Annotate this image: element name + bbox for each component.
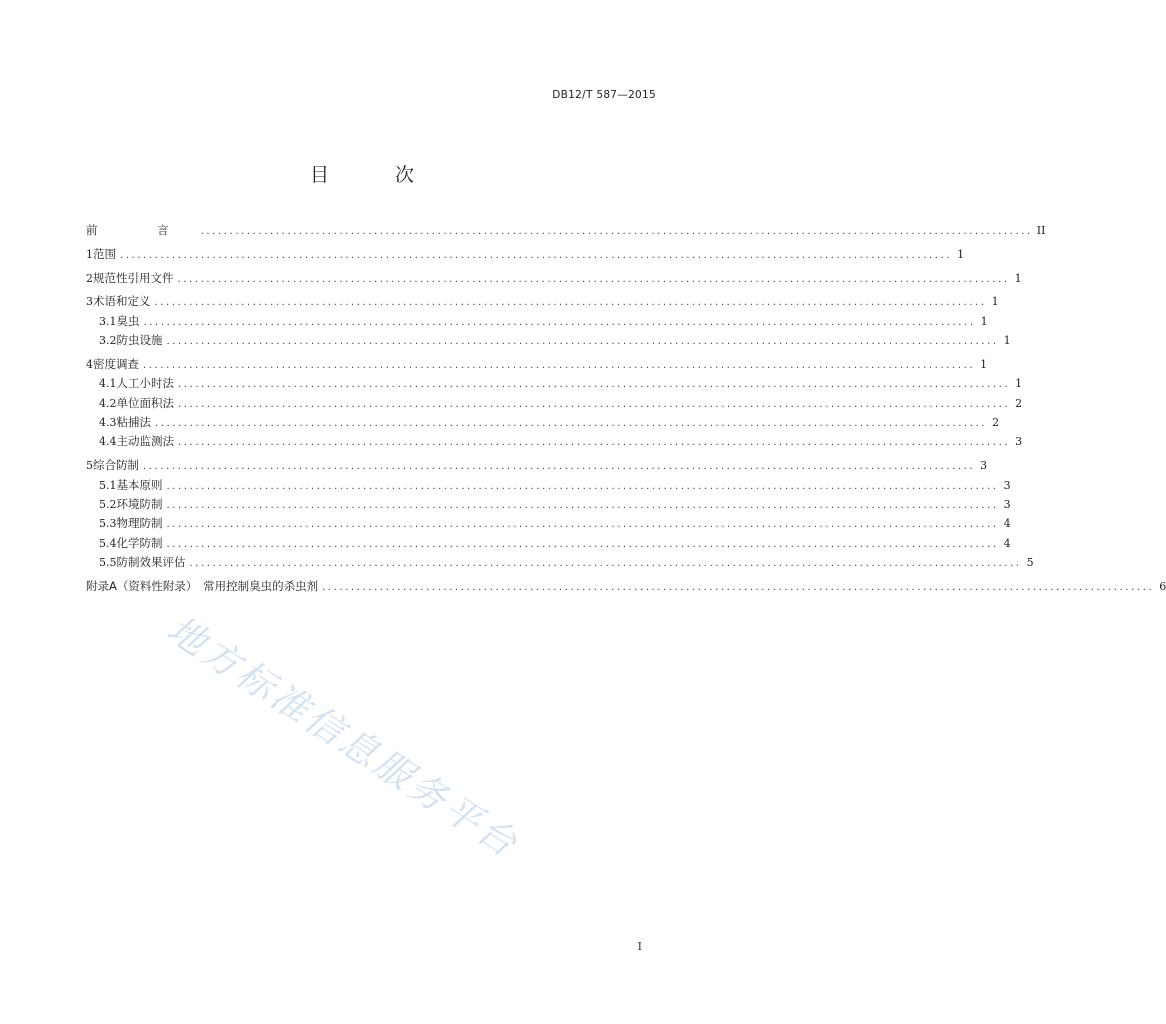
toc-page: 2 — [1015, 396, 1023, 410]
toc-row[interactable] — [86, 269, 1022, 288]
toc-label: 基本原则 — [116, 477, 163, 492]
toc-page: 1 — [1015, 377, 1023, 391]
toc-number: 5.5 — [99, 556, 117, 570]
dot-leader: ................................................................................................................................................ — [322, 581, 1155, 593]
document-code: DB12/T 587—2015 — [552, 89, 656, 101]
toc-page: 1 — [980, 314, 988, 328]
toc-row[interactable] — [86, 495, 1011, 514]
toc-title: 目 次 — [309, 164, 445, 186]
toc-number: 4 — [86, 357, 93, 371]
table-of-contents — [86, 221, 1166, 596]
toc-page: 3 — [1003, 478, 1011, 492]
toc-page: 5 — [1026, 556, 1034, 570]
dot-leader: ................................................................................................................................................ — [155, 418, 988, 430]
toc-number: 4.4 — [99, 435, 117, 449]
toc-page: 3 — [980, 459, 988, 473]
toc-label: 密度调查 — [93, 356, 139, 371]
toc-label: 防虫设施 — [116, 333, 163, 348]
toc-page: 6 — [1159, 579, 1166, 593]
toc-number: 4.2 — [99, 396, 117, 410]
toc-row[interactable] — [86, 245, 965, 264]
watermark: 地方标准信息服务平台 — [159, 607, 527, 867]
toc-page: 1 — [957, 247, 965, 261]
toc-label: 前 言 — [86, 223, 197, 237]
toc-label: 环境防制 — [116, 497, 163, 512]
toc-label: 综合防制 — [93, 458, 139, 473]
toc-label: 人工小时法 — [116, 376, 174, 391]
toc-row[interactable] — [86, 514, 1011, 533]
toc-number: 5.3 — [99, 517, 117, 531]
toc-label: 术语和定义 — [93, 294, 151, 309]
toc-label: 主动监测法 — [116, 434, 174, 449]
dot-leader: ................................................................................................................................................ — [143, 359, 976, 371]
toc-page: 1 — [980, 357, 988, 371]
toc-number: 3.2 — [99, 334, 117, 348]
dot-leader: ................................................................................................................................................ — [154, 297, 987, 309]
toc-label: 范围 — [93, 246, 116, 261]
toc-number: 2 — [86, 271, 93, 285]
toc-number: 5.2 — [99, 498, 117, 512]
toc-number: 3 — [86, 295, 93, 309]
toc-label: 规范性引用文件 — [93, 270, 174, 285]
toc-row[interactable] — [86, 534, 1011, 553]
dot-leader: ................................................................................................................................................ — [120, 249, 953, 261]
toc-row[interactable] — [86, 312, 988, 331]
toc-page: 4 — [1003, 517, 1011, 531]
toc-label: 附录A（资料性附录） 常用控制臭虫的杀虫剂 — [86, 578, 319, 593]
toc-number: 1 — [86, 247, 93, 261]
toc-row[interactable] — [86, 577, 1166, 596]
dot-leader: ................................................................................................................................................ — [143, 316, 976, 328]
toc-row[interactable] — [86, 553, 1034, 572]
toc-label: 粘捕法 — [116, 415, 151, 430]
toc-row[interactable] — [86, 476, 1011, 495]
toc-number: 4.1 — [99, 377, 117, 391]
toc-page: 1 — [991, 295, 999, 309]
toc-label: 单位面积法 — [116, 395, 174, 410]
toc-number: 5.1 — [99, 478, 117, 492]
toc-row[interactable] — [86, 292, 999, 311]
toc-number: 3.1 — [99, 314, 117, 328]
toc-page: 1 — [1014, 271, 1022, 285]
dot-leader: ................................................................................................................................................ — [166, 500, 999, 512]
dot-leader: ................................................................................................................................................ — [178, 398, 1011, 410]
page-number: I — [637, 940, 642, 953]
toc-row[interactable] — [86, 394, 1023, 413]
dot-leader: ................................................................................................................................................ — [177, 273, 1010, 285]
dot-leader: ................................................................................................................................................ — [189, 558, 1022, 570]
dot-leader: ................................................................................................................................................ — [178, 437, 1011, 449]
toc-row[interactable] — [86, 221, 1046, 240]
toc-page: 3 — [1015, 435, 1023, 449]
toc-row[interactable] — [86, 432, 1023, 451]
dot-leader: ................................................................................................................................................ — [143, 461, 976, 473]
dot-leader: ................................................................................................................................................ — [166, 336, 999, 348]
toc-number: 5.4 — [99, 536, 117, 550]
toc-page: 2 — [992, 416, 1000, 430]
toc-number: 4.3 — [99, 416, 117, 430]
toc-row[interactable] — [86, 413, 1000, 432]
toc-number: 5 — [86, 459, 93, 473]
dot-leader: ................................................................................................................................................ — [200, 226, 1033, 237]
dot-leader: ................................................................................................................................................ — [166, 519, 999, 531]
toc-row[interactable] — [86, 331, 1011, 350]
toc-label: 物理防制 — [116, 516, 163, 531]
toc-page: 3 — [1003, 498, 1011, 512]
toc-row[interactable] — [86, 355, 988, 374]
toc-page: II — [1036, 224, 1046, 237]
dot-leader: ................................................................................................................................................ — [166, 480, 999, 492]
toc-row[interactable] — [86, 374, 1023, 393]
toc-label: 防制效果评估 — [116, 555, 186, 570]
dot-leader: ................................................................................................................................................ — [178, 379, 1011, 391]
toc-row[interactable] — [86, 456, 988, 475]
toc-page: 1 — [1003, 334, 1011, 348]
toc-label: 臭虫 — [116, 313, 140, 328]
toc-page: 4 — [1003, 536, 1011, 550]
dot-leader: ................................................................................................................................................ — [166, 538, 999, 550]
toc-label: 化学防制 — [116, 535, 163, 550]
